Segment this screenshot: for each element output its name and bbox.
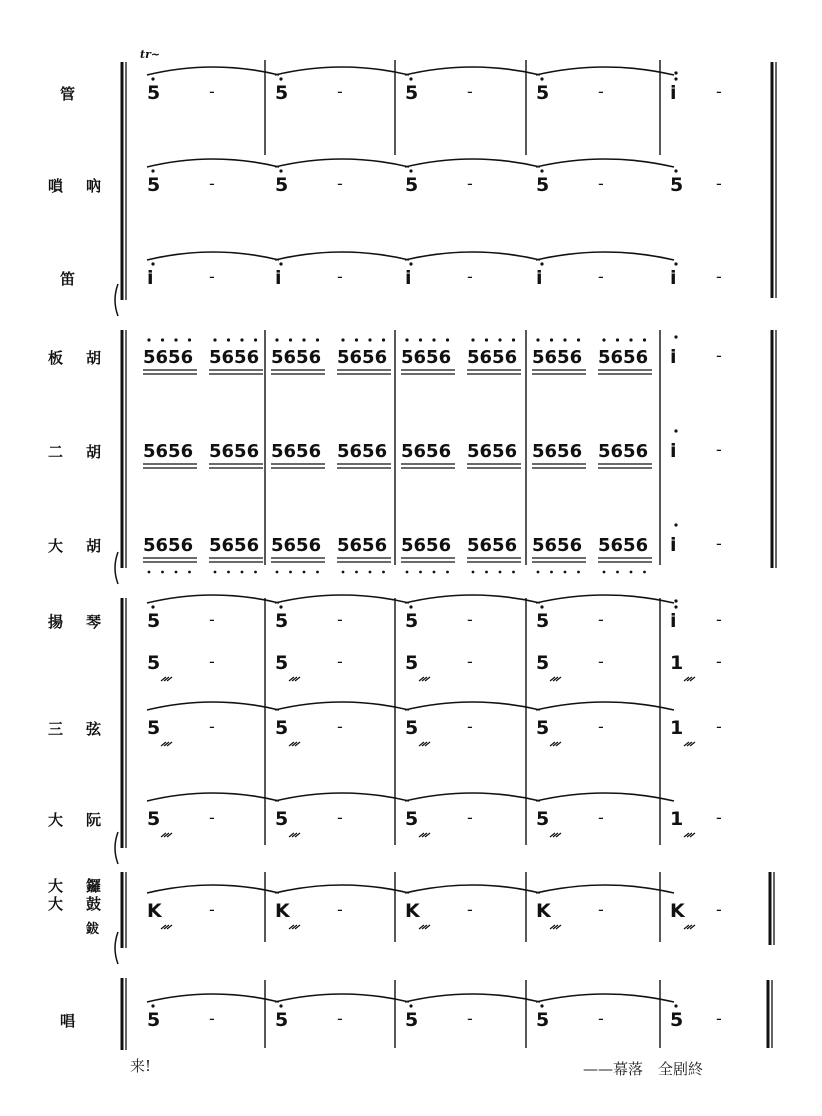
- note-figure: 5656: [467, 347, 518, 368]
- dash: -: [209, 900, 215, 919]
- staff-sanxian: [147, 702, 722, 746]
- octave-dot: [289, 571, 292, 574]
- note: 5: [405, 717, 419, 739]
- note: 5: [275, 717, 289, 739]
- note: 5: [670, 1009, 684, 1031]
- group-brace: [115, 932, 118, 964]
- note: 5: [405, 1009, 419, 1031]
- instrument-label-gongs-c: 鑼: [86, 877, 102, 895]
- dash: -: [209, 652, 215, 671]
- dash: -: [716, 1009, 722, 1028]
- instrument-label-gongs-d: 鼓: [86, 895, 102, 913]
- octave-dot: [563, 338, 566, 341]
- octave-dot: [369, 571, 372, 574]
- instrument-label-guan: 管: [60, 85, 76, 103]
- instrument-label-yangqin1-a: 揚: [48, 613, 64, 631]
- staff-chang: [147, 994, 722, 1031]
- octave-dot: [674, 599, 677, 602]
- octave-dot: [175, 571, 178, 574]
- note-figure: 5656: [209, 347, 260, 368]
- octave-dot: [151, 77, 154, 80]
- octave-dot: [616, 338, 619, 341]
- octave-dot: [405, 338, 408, 341]
- note: i: [670, 346, 677, 368]
- note-figure: 5656: [337, 535, 388, 556]
- octave-dot: [603, 571, 606, 574]
- note: 5: [536, 1009, 550, 1031]
- instrument-label-chang: 唱: [60, 1012, 76, 1030]
- tie-arc: [275, 702, 409, 710]
- octave-dot: [577, 338, 580, 341]
- note-figure: 5656: [401, 441, 452, 462]
- octave-dot: [161, 338, 164, 341]
- tie-arc: [147, 159, 279, 167]
- octave-dot: [540, 605, 543, 608]
- tie-arc: [536, 885, 674, 893]
- dash: -: [337, 610, 343, 629]
- note: i: [536, 267, 543, 289]
- staff-di: [147, 252, 722, 289]
- dash: -: [598, 652, 604, 671]
- instrument-label-suona-a: 嗩: [48, 177, 64, 195]
- note: i: [405, 267, 412, 289]
- instrument-label-erhu-b: 胡: [86, 443, 102, 461]
- staff-suona: [147, 159, 722, 196]
- dash: -: [467, 900, 473, 919]
- dash: -: [337, 717, 343, 736]
- dash: -: [598, 267, 604, 286]
- tie-arc: [536, 159, 674, 167]
- note: 5: [147, 82, 161, 104]
- note: 5: [275, 82, 289, 104]
- note: 5: [536, 610, 550, 632]
- octave-dot: [409, 1004, 412, 1007]
- instrument-label-banhu-b: 胡: [86, 349, 102, 367]
- octave-dot: [254, 571, 257, 574]
- octave-dot: [188, 338, 191, 341]
- tie-arc: [536, 793, 674, 801]
- dash: -: [467, 1009, 473, 1028]
- octave-dot: [289, 338, 292, 341]
- note-figure: 5656: [467, 535, 518, 556]
- note: i: [275, 267, 282, 289]
- instrument-label-dahu-b: 胡: [86, 537, 102, 555]
- dash: -: [467, 652, 473, 671]
- octave-dot: [409, 77, 412, 80]
- instrument-label-yangqin1-b: 琴: [86, 613, 102, 631]
- closing-left-text: 来!: [130, 1057, 152, 1075]
- note-figure: 5656: [271, 535, 322, 556]
- note: 5: [405, 174, 419, 196]
- octave-dot: [302, 338, 305, 341]
- octave-dot: [279, 262, 282, 265]
- dash: -: [598, 82, 604, 101]
- instrument-label-erhu-a: 二: [48, 443, 64, 461]
- octave-dot: [147, 338, 150, 341]
- closing-right-text: ——幕落 全剧終: [583, 1060, 704, 1078]
- tie-arc: [147, 793, 279, 801]
- octave-dot: [577, 571, 580, 574]
- octave-dot: [188, 571, 191, 574]
- staff-erhu: [143, 429, 722, 468]
- octave-dot: [241, 571, 244, 574]
- octave-dot: [303, 571, 306, 574]
- octave-dot: [540, 262, 543, 265]
- octave-dot: [540, 1004, 543, 1007]
- dash: -: [209, 610, 215, 629]
- octave-dot: [148, 571, 151, 574]
- tie-arc: [147, 252, 279, 260]
- note-figure: 5656: [209, 535, 260, 556]
- instrument-label-sanxian-a: 三: [48, 720, 64, 738]
- dash: -: [598, 717, 604, 736]
- note-figure: 5656: [598, 441, 649, 462]
- note: 5: [536, 717, 550, 739]
- note: 5: [275, 1009, 289, 1031]
- octave-dot: [485, 571, 488, 574]
- octave-dot: [279, 77, 282, 80]
- octave-dot: [419, 338, 422, 341]
- instrument-label-sanxian-b: 弦: [86, 720, 102, 738]
- dash: -: [467, 610, 473, 629]
- octave-dot: [643, 571, 646, 574]
- octave-dot: [409, 605, 412, 608]
- note-figure: 5656: [143, 441, 194, 462]
- octave-dot: [341, 338, 344, 341]
- octave-dot: [382, 571, 385, 574]
- dash: -: [716, 440, 722, 459]
- note: 5: [147, 652, 161, 674]
- note: 5: [275, 808, 289, 830]
- octave-dot: [279, 169, 282, 172]
- octave-dot: [279, 1004, 282, 1007]
- octave-dot: [227, 338, 230, 341]
- octave-dot: [276, 571, 279, 574]
- octave-dot: [512, 571, 515, 574]
- octave-dot: [419, 571, 422, 574]
- octave-dot: [446, 338, 449, 341]
- octave-dot: [214, 571, 217, 574]
- note: 5: [147, 610, 161, 632]
- dash: -: [209, 1009, 215, 1028]
- note-figure: 5656: [467, 441, 518, 462]
- note: 5: [275, 652, 289, 674]
- tie-arc: [405, 252, 540, 260]
- dash: -: [598, 808, 604, 827]
- octave-dot: [275, 338, 278, 341]
- octave-dot: [674, 335, 677, 338]
- note: 5: [147, 808, 161, 830]
- octave-dot: [472, 571, 475, 574]
- octave-dot: [213, 338, 216, 341]
- dash: -: [209, 267, 215, 286]
- note-figure: 5656: [209, 441, 260, 462]
- staff-daruan: [147, 793, 722, 837]
- note-figure: 5656: [401, 535, 452, 556]
- note: i: [670, 610, 677, 632]
- note: 5: [670, 174, 684, 196]
- octave-dot: [151, 605, 154, 608]
- dash: -: [337, 1009, 343, 1028]
- octave-dot: [602, 338, 605, 341]
- octave-dot: [564, 571, 567, 574]
- dash: -: [716, 652, 722, 671]
- octave-dot: [409, 169, 412, 172]
- note: 5: [536, 808, 550, 830]
- instrument-label-gongs-a: 大: [48, 877, 64, 895]
- octave-dot: [406, 571, 409, 574]
- note: 5: [147, 1009, 161, 1031]
- note: 5: [536, 174, 550, 196]
- octave-dot: [227, 571, 230, 574]
- octave-dot: [409, 262, 412, 265]
- tie-arc: [275, 994, 409, 1002]
- octave-dot: [355, 338, 358, 341]
- note: 5: [405, 610, 419, 632]
- note-figure: 5656: [401, 347, 452, 368]
- tie-arc: [275, 252, 409, 260]
- dash: -: [337, 174, 343, 193]
- octave-dot: [498, 338, 501, 341]
- tie-arc: [147, 885, 279, 893]
- tie-arc: [536, 702, 674, 710]
- tie-arc: [405, 159, 540, 167]
- dash: -: [337, 652, 343, 671]
- note-figure: 5656: [598, 347, 649, 368]
- instrument-label-dahu-a: 大: [48, 537, 64, 555]
- octave-dot: [674, 605, 677, 608]
- percussion-stroke: K: [275, 900, 290, 922]
- tempo-mark: tr~: [140, 48, 161, 61]
- dash: -: [716, 174, 722, 193]
- dash: -: [716, 346, 722, 365]
- note: 5: [405, 82, 419, 104]
- staff-yangqin2: [147, 652, 722, 681]
- tie-arc: [275, 885, 409, 893]
- octave-dot: [674, 523, 677, 526]
- note: i: [670, 534, 677, 556]
- tie-arc: [536, 595, 674, 603]
- octave-dot: [432, 338, 435, 341]
- instrument-label-suona-b: 吶: [86, 177, 102, 195]
- instrument-label-gongs-b: 大: [48, 895, 64, 913]
- octave-dot: [316, 571, 319, 574]
- octave-dot: [254, 338, 257, 341]
- octave-dot: [536, 338, 539, 341]
- note-figure: 5656: [532, 441, 583, 462]
- staff-yangqin1: [147, 595, 722, 632]
- dash: -: [337, 82, 343, 101]
- tie-arc: [536, 994, 674, 1002]
- tie-arc: [405, 702, 540, 710]
- staff-banhu: [143, 335, 722, 374]
- octave-dot: [674, 262, 677, 265]
- octave-dot: [151, 169, 154, 172]
- octave-dot: [433, 571, 436, 574]
- instrument-label-daruan-a: 大: [48, 811, 64, 829]
- octave-dot: [630, 571, 633, 574]
- octave-dot: [499, 571, 502, 574]
- dash: -: [716, 82, 722, 101]
- dash: -: [337, 808, 343, 827]
- tie-arc: [275, 793, 409, 801]
- dash: -: [209, 717, 215, 736]
- note: 5: [275, 610, 289, 632]
- note: 5: [147, 174, 161, 196]
- octave-dot: [316, 338, 319, 341]
- dash: -: [337, 267, 343, 286]
- dash: -: [716, 900, 722, 919]
- tie-arc: [536, 67, 674, 75]
- octave-dot: [616, 571, 619, 574]
- note: i: [670, 267, 677, 289]
- dash: -: [716, 534, 722, 553]
- note: 5: [405, 808, 419, 830]
- tie-arc: [405, 793, 540, 801]
- tie-arc: [147, 702, 279, 710]
- dash: -: [716, 610, 722, 629]
- dash: -: [598, 610, 604, 629]
- octave-dot: [151, 1004, 154, 1007]
- dash: -: [337, 900, 343, 919]
- group-brace: [115, 284, 118, 316]
- tie-arc: [275, 67, 409, 75]
- note: i: [670, 440, 677, 462]
- octave-dot: [674, 429, 677, 432]
- note-figure: 5656: [532, 535, 583, 556]
- tie-arc: [275, 595, 409, 603]
- group-brace: [115, 832, 118, 864]
- octave-dot: [512, 338, 515, 341]
- dash: -: [716, 808, 722, 827]
- dash: -: [598, 1009, 604, 1028]
- tie-arc: [405, 67, 540, 75]
- octave-dot: [629, 338, 632, 341]
- instrument-label-di: 笛: [60, 270, 76, 288]
- dash: -: [209, 82, 215, 101]
- tie-arc: [405, 885, 540, 893]
- octave-dot: [550, 571, 553, 574]
- note-figure: 5656: [532, 347, 583, 368]
- note: 5: [275, 174, 289, 196]
- dash: -: [467, 267, 473, 286]
- octave-dot: [485, 338, 488, 341]
- tie-arc: [405, 994, 540, 1002]
- note-figure: 5656: [271, 441, 322, 462]
- octave-dot: [540, 77, 543, 80]
- dash: -: [467, 82, 473, 101]
- octave-dot: [382, 338, 385, 341]
- octave-dot: [161, 571, 164, 574]
- dash: -: [716, 717, 722, 736]
- note: 1: [670, 717, 684, 739]
- note: 5: [405, 652, 419, 674]
- octave-dot: [550, 338, 553, 341]
- tie-arc: [147, 67, 279, 75]
- tie-arc: [405, 595, 540, 603]
- note: i: [147, 267, 154, 289]
- octave-dot: [540, 169, 543, 172]
- dash: -: [467, 717, 473, 736]
- dash: -: [209, 174, 215, 193]
- dash: -: [598, 900, 604, 919]
- dash: -: [467, 174, 473, 193]
- percussion-stroke: K: [147, 900, 162, 922]
- dash: -: [716, 267, 722, 286]
- instrument-label-gongs-e: 鈸: [86, 922, 100, 937]
- percussion-stroke: K: [536, 900, 551, 922]
- staff-dahu: [143, 523, 722, 573]
- note-figure: 5656: [143, 347, 194, 368]
- octave-dot: [674, 77, 677, 80]
- note-figure: 5656: [271, 347, 322, 368]
- instrument-label-daruan-b: 阮: [86, 811, 102, 829]
- group-brace: [115, 552, 118, 584]
- octave-dot: [674, 169, 677, 172]
- octave-dot: [240, 338, 243, 341]
- tie-arc: [147, 994, 279, 1002]
- note: 5: [536, 652, 550, 674]
- percussion-stroke: K: [670, 900, 685, 922]
- octave-dot: [446, 571, 449, 574]
- note-figure: 5656: [143, 535, 194, 556]
- tie-arc: [147, 595, 279, 603]
- octave-dot: [355, 571, 358, 574]
- octave-dot: [279, 605, 282, 608]
- dash: -: [467, 808, 473, 827]
- octave-dot: [174, 338, 177, 341]
- note: 5: [536, 82, 550, 104]
- octave-dot: [471, 338, 474, 341]
- tie-arc: [275, 159, 409, 167]
- octave-dot: [643, 338, 646, 341]
- note: 1: [670, 808, 684, 830]
- octave-dot: [537, 571, 540, 574]
- note-figure: 5656: [337, 347, 388, 368]
- note-figure: 5656: [598, 535, 649, 556]
- note: i: [670, 82, 677, 104]
- octave-dot: [674, 1004, 677, 1007]
- note-figure: 5656: [337, 441, 388, 462]
- tie-arc: [536, 252, 674, 260]
- octave-dot: [151, 262, 154, 265]
- percussion-stroke: K: [405, 900, 420, 922]
- octave-dot: [674, 71, 677, 74]
- dash: -: [209, 808, 215, 827]
- staff-guan: [147, 67, 722, 104]
- note: 1: [670, 652, 684, 674]
- octave-dot: [342, 571, 345, 574]
- staff-gongs: [147, 885, 722, 929]
- instrument-label-banhu-a: 板: [48, 349, 64, 367]
- dash: -: [598, 174, 604, 193]
- note: 5: [147, 717, 161, 739]
- octave-dot: [368, 338, 371, 341]
